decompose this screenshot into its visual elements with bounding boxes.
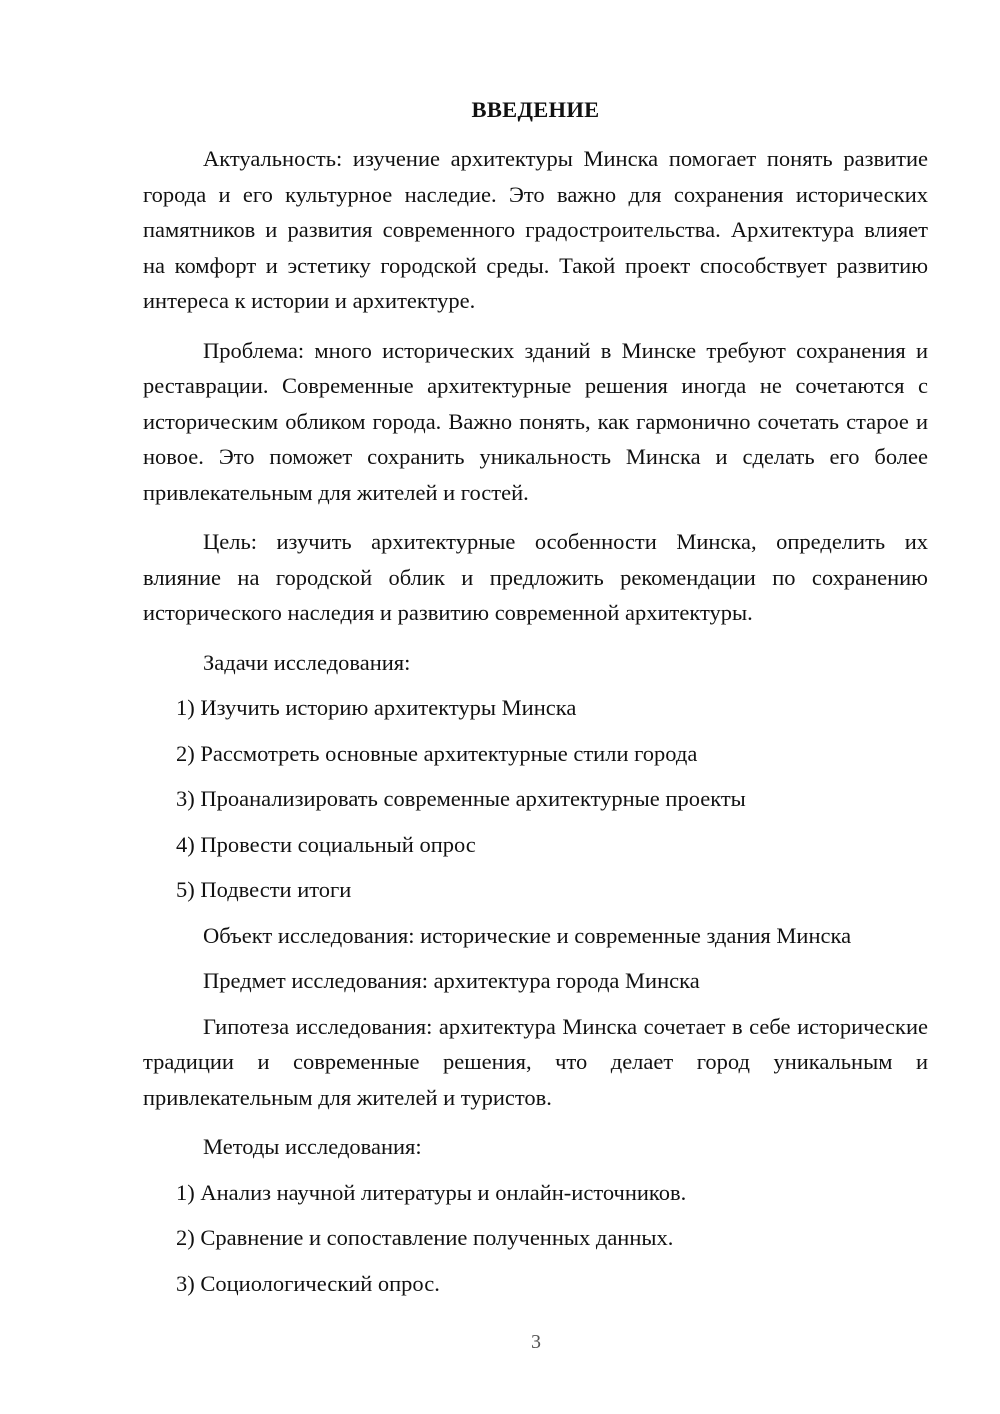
method-item: 3) Социологический опрос. (176, 1270, 440, 1296)
hypothesis-paragraph: Гипотеза исследования: архитектура Минска сочетает в себе исторические традиции и современные решения, что делает город уникальным и привлекательным для жителей и туристов. (143, 1013, 928, 1110)
relevance-paragraph: Актуальность: изучение архитектуры Минска помогает понять развитие города и его культурное наследие. Это важно для сохранения исторических памятников и развития современного градостроительства. Архитектура влияет на комфорт и эстетику городской среды. Такой проект способствует развитию интереса к истории и архитектуре. (143, 146, 928, 313)
goal-paragraph: Цель: изучить архитектурные особенности Минска, определить их влияние на городской облик и предложить рекомендации по сохранению исторического наследия и развитию современной архитектуры. (143, 529, 928, 625)
task-item: 1) Изучить историю архитектуры Минска (176, 695, 577, 720)
method-item: 2) Сравнение и сопоставление полученных данных. (176, 1225, 674, 1250)
page-title: ВВЕДЕНИЕ (471, 97, 600, 122)
methods-heading: Методы исследования: (203, 1134, 422, 1159)
document-page (143, 92, 928, 1311)
problem-paragraph: Проблема: много исторических зданий в Минске требуют сохранения и реставрации. Современные архитектурные решения иногда не сочетаются с историческим обликом города. Важно понять, как гармонично сочетать старое и новое. Это поможет сохранить уникальность Минска и сделать его более привлекательным для жителей и гостей. (143, 337, 928, 505)
method-item: 1) Анализ научной литературы и онлайн-источников. (176, 1179, 687, 1205)
task-item: 4) Провести социальный опрос (176, 831, 476, 857)
tasks-heading: Задачи исследования: (203, 649, 411, 675)
task-item: 3) Проанализировать современные архитектурные проекты (176, 786, 746, 811)
task-item: 2) Рассмотреть основные архитектурные стили города (176, 740, 698, 766)
research-subject: Предмет исследования: архитектура города Минска (203, 968, 700, 993)
research-object: Объект исследования: исторические и современные здания Минска (203, 922, 852, 948)
page-number: 3 (531, 1331, 541, 1353)
task-item: 5) Подвести итоги (176, 877, 352, 902)
